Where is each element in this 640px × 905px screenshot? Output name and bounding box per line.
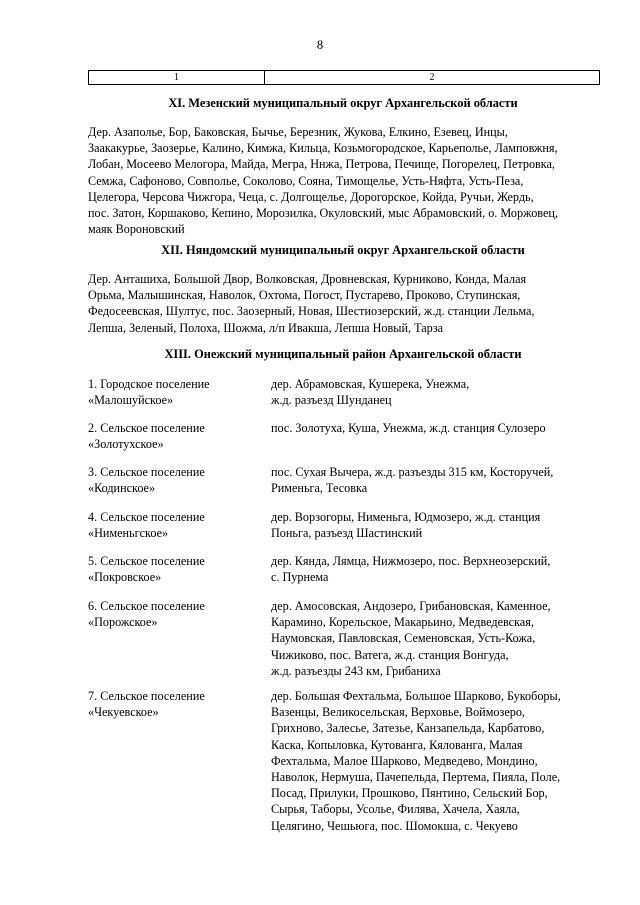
text-line: с. Пурнема — [271, 570, 329, 585]
text-line: «Чекуевское» — [88, 705, 159, 720]
text-line: Лепша, Зеленый, Полоха, Шожма, л/п Ивакша, Лепша Новый, Тарза — [88, 320, 444, 335]
text-line: пос. Затон, Коршаково, Кепино, Морозилка, Окуловский, мыс Абрамовский, о. Моржовец, — [88, 206, 558, 221]
text-line: Грихново, Залесье, Затезье, Канзапельда, Карбатово, — [271, 721, 545, 736]
text-line: 1. Городское поселение — [88, 377, 210, 391]
text-line: Сырья, Таборы, Усолье, Филява, Хачела, Хаяла, — [271, 802, 520, 817]
settlement-localities — [271, 598, 601, 679]
text-line: маяк Вороновский — [88, 222, 185, 237]
column-header-table — [88, 70, 600, 85]
settlement-localities — [271, 376, 601, 408]
text-line: «Порожское» — [88, 615, 158, 630]
text-line: 7. Сельское поселение — [88, 689, 205, 703]
text-line: Заакакурье, Заозерье, Калино, Кимжа, Кильца, Козьмогородское, Карьеполье, Ламповжня, — [88, 141, 558, 156]
text-line: Карамино, Корельское, Макарьино, Медведевская, — [271, 615, 534, 630]
settlement-name — [88, 688, 268, 720]
settlement-name — [88, 376, 268, 408]
column-header-2: 2 — [429, 72, 435, 83]
text-line: Каска, Копыловка, Кутованга, Кялованга, Малая — [271, 737, 523, 752]
text-line: 6. Сельское поселение — [88, 599, 205, 613]
text-line: Лобан, Мосеево Мелогора, Майда, Мегра, Ннжа, Петрова, Печище, Погорелец, Петровка, — [88, 157, 555, 172]
text-line: Орьма, Малышинская, Наволок, Охтома, Погост, Пустарево, Проково, Ступинская, — [88, 288, 521, 303]
text-line: Дер. Азаполье, Бор, Баковская, Бычье, Березник, Жукова, Елкино, Езевец, Инцы, — [88, 125, 508, 139]
page-number: 8 — [316, 38, 324, 52]
settlement-localities — [271, 553, 601, 585]
column-header-1: 1 — [89, 71, 265, 84]
text-line: Семжа, Сафоново, Совполье, Соколово, Сояна, Тимощелье, Усть-Няфта, Усть-Пеза, — [88, 173, 524, 188]
text-line: дер. Ворзогоры, Нименьга, Юдмозеро, ж.д. станция — [271, 510, 541, 524]
section-title-xiii: XIII. Онежский муниципальный район Архангельской области — [164, 347, 522, 361]
text-line: дер. Большая Фехтальма, Большое Шарково, Букоборы, — [271, 689, 561, 703]
text-line: Рименьга, Тесовка — [271, 481, 368, 496]
settlement-name — [88, 420, 268, 452]
text-line: Федосеевская, Шултус, пос. Заозерный, Новая, Шестиозерский, ж.д. станции Лельма, — [88, 304, 535, 319]
text-line: Наумовская, Павловская, Семеновская, Усть-Кожа, — [271, 631, 536, 646]
text-line: «Золотухское» — [88, 437, 164, 452]
settlement-name — [88, 509, 268, 541]
text-line: Дер. Анташиха, Большой Двор, Волковская, Дровневская, Курниково, Конда, Малая — [88, 272, 527, 286]
text-line: «Малошуйское» — [88, 393, 174, 408]
text-line: Вазенцы, Великосельская, Верховье, Воймозеро, — [271, 705, 525, 720]
text-line: 2. Сельское поселение — [88, 421, 205, 435]
settlement-localities — [271, 420, 601, 436]
text-line: «Покровское» — [88, 570, 162, 585]
text-line: «Нименьгское» — [88, 526, 169, 541]
section-title-xi: XI. Мезенский муниципальный округ Архангельской области — [168, 96, 518, 110]
section-body-xii — [88, 271, 603, 336]
settlement-localities — [271, 464, 601, 496]
text-line: дер. Абрамовская, Кушерека, Унежма, — [271, 377, 470, 391]
section-body-xi — [88, 124, 603, 237]
settlement-name — [88, 598, 268, 630]
text-line: ж.д. разъезд Шунданец — [271, 393, 392, 408]
text-line: пос. Золотуха, Куша, Унежма, ж.д. станция Сулозеро — [271, 421, 546, 435]
text-line: Поньга, разъезд Шастинский — [271, 526, 423, 541]
text-line: 5. Сельское поселение — [88, 554, 205, 568]
text-line: 4. Сельское поселение — [88, 510, 205, 524]
text-line: Целегора, Черсова Чижгора, Чеца, с. Долгощелье, Дорогорское, Койда, Ручьи, Жердь, — [88, 189, 534, 204]
text-line: дер. Амосовская, Андозеро, Грибановская, Каменное, — [271, 599, 551, 613]
text-line: «Кодинское» — [88, 481, 156, 496]
text-line: Наволок, Нермуша, Пачепельда, Пертема, Пияла, Поле, — [271, 770, 561, 785]
text-line: 3. Сельское поселение — [88, 465, 205, 479]
text-line: ж.д. разъезды 243 км, Грибаниха — [271, 663, 441, 678]
text-line: Посад, Прилуки, Прошково, Пянтино, Сельский Бор, — [271, 786, 548, 801]
text-line: Целягино, Чешьюга, пос. Шомокша, с. Чекуево — [271, 818, 518, 833]
section-title-xii: XII. Няндомский муниципальный округ Архангельской области — [161, 243, 525, 257]
settlement-localities — [271, 509, 601, 541]
settlement-name — [88, 553, 268, 585]
text-line: Чижиково, пос. Ватега, ж.д. станция Вонгуда, — [271, 647, 509, 662]
settlement-name — [88, 464, 268, 496]
text-line: пос. Сухая Вычера, ж.д. разъезды 315 км, Косторучей, — [271, 465, 554, 479]
text-line: Фехтальма, Малое Шарково, Медведево, Мондино, — [271, 753, 538, 768]
text-line: дер. Кянда, Лямца, Нижмозеро, пос. Верхнеозерский, — [271, 554, 551, 568]
settlement-localities — [271, 688, 601, 834]
